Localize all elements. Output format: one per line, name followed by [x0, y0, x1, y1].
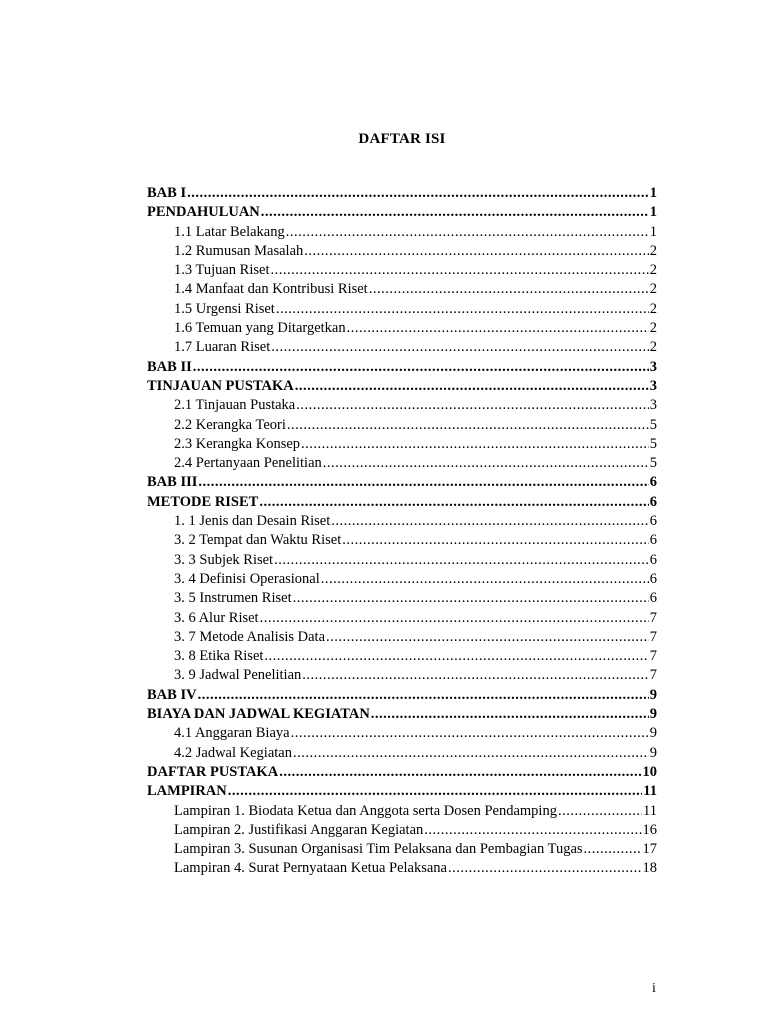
table-of-contents [147, 184, 657, 879]
toc-entry[interactable] [147, 686, 657, 705]
toc-entry[interactable] [147, 338, 657, 357]
toc-entry-label: BAB IV [147, 686, 197, 703]
toc-entry-label: 3. 8 Etika Riset [174, 648, 264, 665]
toc-entry-label: 2.3 Kerangka Konsep [174, 435, 301, 452]
toc-dot-leader [347, 319, 649, 338]
toc-entry-label: BAB II [147, 358, 192, 375]
toc-dot-leader [448, 859, 642, 878]
toc-dot-leader [296, 396, 649, 415]
toc-entry[interactable] [147, 531, 657, 550]
toc-dot-leader [323, 454, 649, 473]
toc-entry-page: 7 [649, 667, 657, 684]
toc-dot-leader [331, 512, 648, 531]
toc-entry-page: 1 [649, 204, 657, 221]
toc-entry-label: 1. 1 Jenis dan Desain Riset [174, 513, 331, 530]
toc-entry-page: 6 [649, 570, 657, 587]
toc-dot-leader [584, 840, 642, 859]
toc-entry[interactable] [147, 744, 657, 763]
toc-dot-leader [261, 203, 649, 222]
toc-entry-page: 18 [642, 860, 657, 877]
toc-entry[interactable] [147, 628, 657, 647]
toc-entry-page: 9 [649, 686, 657, 703]
toc-dot-leader [369, 280, 649, 299]
toc-entry-page: 6 [649, 532, 657, 549]
toc-entry[interactable] [147, 261, 657, 280]
toc-entry[interactable] [147, 358, 657, 377]
toc-entry[interactable] [147, 589, 657, 608]
toc-entry[interactable] [147, 242, 657, 261]
toc-entry-page: 11 [643, 802, 657, 819]
toc-entry-label: 1.3 Tujuan Riset [174, 262, 270, 279]
toc-dot-leader [198, 473, 648, 492]
toc-dot-leader [271, 338, 649, 357]
toc-entry-page: 2 [649, 242, 657, 259]
toc-entry[interactable] [147, 840, 657, 859]
toc-dot-leader [342, 531, 649, 550]
toc-entry[interactable] [147, 859, 657, 878]
toc-entry-page: 2 [649, 281, 657, 298]
toc-dot-leader [279, 763, 641, 782]
toc-entry-page: 6 [649, 551, 657, 568]
toc-entry-label: DAFTAR PUSTAKA [147, 763, 279, 780]
toc-dot-leader [228, 782, 643, 801]
toc-dot-leader [286, 223, 649, 242]
toc-entry-label: 3. 9 Jadwal Penelitian [174, 667, 302, 684]
toc-entry-page: 6 [649, 474, 657, 491]
toc-entry-label: 2.1 Tinjauan Pustaka [174, 397, 296, 414]
toc-dot-leader [558, 802, 642, 821]
toc-entry[interactable] [147, 512, 657, 531]
toc-entry-page: 1 [649, 185, 657, 201]
toc-entry-label: Lampiran 2. Justifikasi Anggaran Kegiatan [174, 821, 424, 838]
toc-entry-label: 3. 7 Metode Analisis Data [174, 628, 326, 645]
toc-dot-leader [304, 242, 648, 261]
toc-entry-label: TINJAUAN PUSTAKA [147, 377, 294, 394]
toc-entry-page: 2 [649, 300, 657, 317]
toc-dot-leader [291, 724, 649, 743]
toc-entry-label: LAMPIRAN [147, 783, 227, 800]
toc-entry[interactable] [147, 609, 657, 628]
toc-entry-page: 2 [649, 339, 657, 356]
toc-dot-leader [287, 416, 649, 435]
toc-dot-leader [371, 705, 649, 724]
toc-entry[interactable] [147, 280, 657, 299]
toc-dot-leader [293, 589, 649, 608]
toc-entry-label: 1.5 Urgensi Riset [174, 300, 275, 317]
toc-entry[interactable] [147, 473, 657, 492]
toc-dot-leader [326, 628, 649, 647]
toc-dot-leader [302, 666, 648, 685]
toc-entry[interactable] [147, 319, 657, 338]
toc-entry-label: 1.6 Temuan yang Ditargetkan [174, 320, 346, 337]
toc-entry-label: 3. 3 Subjek Riset [174, 551, 274, 568]
toc-entry-page: 7 [649, 628, 657, 645]
toc-entry-page: 5 [649, 435, 657, 452]
toc-entry-page: 7 [649, 609, 657, 626]
toc-entry[interactable] [147, 203, 657, 222]
toc-dot-leader [276, 300, 649, 319]
toc-entry[interactable] [147, 724, 657, 743]
toc-entry-page: 5 [649, 416, 657, 433]
toc-dot-leader [424, 821, 641, 840]
toc-entry-page: 17 [642, 841, 657, 858]
toc-entry[interactable] [147, 782, 657, 801]
toc-entry[interactable] [147, 396, 657, 415]
toc-entry-label: Lampiran 4. Surat Pernyataan Ketua Pelaksana [174, 860, 447, 877]
toc-entry[interactable] [147, 416, 657, 435]
toc-dot-leader [295, 377, 649, 396]
toc-dot-leader [321, 570, 649, 589]
toc-entry-page: 3 [649, 377, 657, 394]
toc-entry-label: 2.4 Pertanyaan Penelitian [174, 455, 322, 472]
toc-entry-page: 2 [649, 320, 657, 337]
toc-entry[interactable] [147, 223, 657, 242]
toc-entry[interactable] [147, 454, 657, 473]
toc-entry[interactable] [147, 763, 657, 782]
toc-entry-label: 4.2 Jadwal Kegiatan [174, 744, 292, 761]
toc-entry[interactable] [147, 570, 657, 589]
toc-entry-label: 1.4 Manfaat dan Kontribusi Riset [174, 281, 368, 298]
toc-entry-page: 6 [649, 493, 657, 510]
toc-entry-label: 3. 4 Definisi Operasional [174, 570, 320, 587]
toc-entry-label: 1.2 Rumusan Masalah [174, 242, 304, 259]
toc-entry-label: 2.2 Kerangka Teori [174, 416, 286, 433]
toc-entry-page: 7 [649, 648, 657, 665]
toc-entry[interactable] [147, 666, 657, 685]
toc-entry-page: 6 [649, 590, 657, 607]
toc-dot-leader [270, 261, 648, 280]
toc-entry-page: 6 [649, 513, 657, 530]
toc-dot-leader [187, 184, 649, 203]
toc-dot-leader [198, 686, 649, 705]
toc-entry[interactable] [147, 705, 657, 724]
toc-entry-page: 10 [642, 763, 657, 780]
toc-entry[interactable] [147, 802, 657, 821]
toc-entry-label: METODE RISET [147, 493, 259, 510]
toc-entry[interactable] [147, 647, 657, 666]
toc-entry-page: 3 [649, 358, 657, 375]
toc-dot-leader [293, 744, 649, 763]
toc-entry-page: 9 [649, 706, 657, 723]
toc-entry[interactable] [147, 493, 657, 512]
toc-entry[interactable] [147, 821, 657, 840]
page-number: i [652, 981, 656, 996]
toc-entry-label: BAB III [147, 474, 198, 491]
toc-dot-leader [301, 435, 649, 454]
toc-dot-leader [259, 493, 648, 512]
toc-entry-page: 5 [649, 455, 657, 472]
toc-entry-label: 3. 5 Instrumen Riset [174, 590, 292, 607]
toc-entry[interactable] [147, 551, 657, 570]
toc-entry-page: 1 [649, 223, 657, 240]
toc-entry-label: 1.1 Latar Belakang [174, 223, 285, 240]
toc-entry[interactable] [147, 184, 657, 203]
toc-dot-leader [260, 609, 649, 628]
toc-entry-page: 9 [649, 744, 657, 761]
toc-entry-page: 11 [643, 783, 657, 800]
toc-entry[interactable] [147, 300, 657, 319]
toc-entry-label: PENDAHULUAN [147, 204, 260, 221]
toc-entry-label: BIAYA DAN JADWAL KEGIATAN [147, 706, 370, 723]
toc-entry-label: BAB I [147, 185, 187, 201]
toc-entry-label: 3. 2 Tempat dan Waktu Riset [174, 532, 342, 549]
toc-entry-label: 4.1 Anggaran Biaya [174, 725, 290, 742]
toc-dot-leader [193, 358, 649, 377]
toc-entry-page: 9 [649, 725, 657, 742]
toc-entry-label: 3. 6 Alur Riset [174, 609, 259, 626]
toc-entry-page: 3 [649, 397, 657, 414]
toc-entry-page: 2 [649, 262, 657, 279]
toc-dot-leader [264, 647, 648, 666]
toc-entry-label: 1.7 Luaran Riset [174, 339, 271, 356]
toc-dot-leader [274, 551, 649, 570]
toc-entry-page: 16 [642, 821, 657, 838]
toc-entry[interactable] [147, 435, 657, 454]
toc-entry-label: Lampiran 3. Susunan Organisasi Tim Pelaksana dan Pembagian Tugas [174, 841, 583, 858]
page-title: DAFTAR ISI [358, 131, 446, 147]
toc-entry[interactable] [147, 377, 657, 396]
toc-entry-label: Lampiran 1. Biodata Ketua dan Anggota serta Dosen Pendamping [174, 802, 557, 819]
